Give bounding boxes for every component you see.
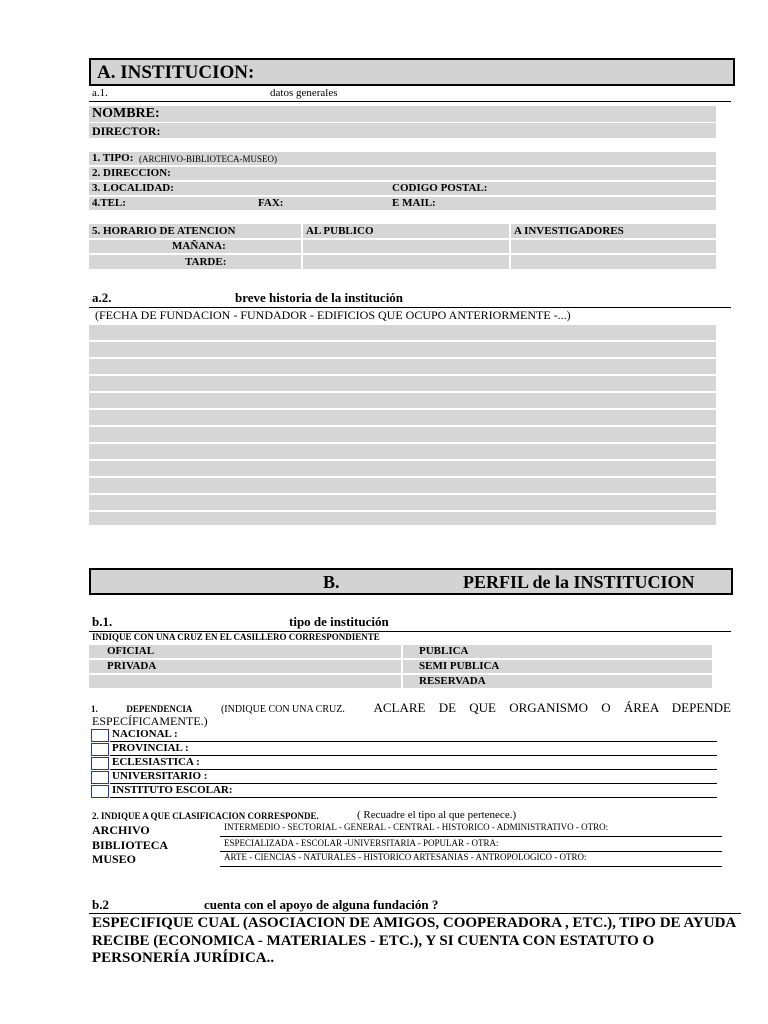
instituto-escolar-checkbox[interactable] <box>91 785 109 798</box>
email-label: E MAIL: <box>392 197 436 209</box>
archivo-label: ARCHIVO <box>92 823 150 837</box>
clasificacion-label: 2. INDIQUE A QUE CLASIFICACION CORRESPONDE. <box>92 811 319 821</box>
a1-rule <box>89 101 731 102</box>
b2-label: cuenta con el apoyo de alguna fundación ? <box>204 897 439 912</box>
codigo-postal-label: CODIGO POSTAL: <box>392 182 488 194</box>
horario-label: 5. HORARIO DE ATENCION <box>92 225 236 237</box>
semi-publica-label: SEMI PUBLICA <box>419 660 500 672</box>
instituto-escolar-label: INSTITUTO ESCOLAR: <box>112 784 233 796</box>
universitario-checkbox[interactable] <box>91 771 109 784</box>
horario-publico-header: AL PUBLICO <box>306 225 374 237</box>
tel-label: 4.TEL: <box>92 197 126 209</box>
dependencia-note-small: (INDIQUE CON UNA CRUZ. <box>220 704 345 715</box>
a1-label: datos generales <box>270 87 338 99</box>
direccion-label: 2. DIRECCION: <box>92 167 171 179</box>
dependencia-note-large: ACLARE DE QUE ORGANISMO O ÁREA DEPENDE <box>373 700 731 715</box>
horario-investigadores-header: A INVESTIGADORES <box>514 225 624 237</box>
oficial-label: OFICIAL <box>107 645 155 657</box>
a2-code: a.2. <box>92 290 112 305</box>
biblioteca-label: BIBLIOTECA <box>92 838 169 852</box>
b1-code: b.1. <box>92 614 113 629</box>
nombre-label: NOMBRE: <box>92 106 160 121</box>
eclesiastica-label: ECLESIASTICA : <box>112 756 200 768</box>
section-b-letter: B. <box>323 572 340 592</box>
privada-label: PRIVADA <box>107 660 157 672</box>
section-a-title: A. INSTITUCION: <box>97 62 255 83</box>
dependencia-label: DEPENDENCIA <box>126 704 193 714</box>
horario-tarde-label: TARDE: <box>185 256 227 268</box>
provincial-checkbox[interactable] <box>91 743 109 756</box>
nacional-line[interactable] <box>110 741 717 742</box>
horario-tarde-row[interactable] <box>89 255 716 269</box>
museo-line <box>220 866 722 867</box>
nacional-label: NACIONAL : <box>112 728 178 740</box>
director-field[interactable] <box>89 123 716 138</box>
b2-code: b.2 <box>92 897 109 912</box>
dependencia-note-line2: ESPECÍFICAMENTE.) <box>92 714 208 728</box>
director-label: DIRECTOR: <box>92 124 161 138</box>
horario-col-sep-2 <box>509 224 511 270</box>
nombre-field[interactable] <box>89 106 716 122</box>
clasificacion-note: ( Recuadre el tipo al que pertenece.) <box>357 809 517 821</box>
biblioteca-types[interactable]: ESPECIALIZADA - ESCOLAR -UNIVERSITARIA - POPULAR - OTRA: <box>224 838 499 848</box>
a1-code: a.1. <box>92 87 108 99</box>
b1-instruction: INDIQUE CON UNA CRUZ EN EL CASILLERO CORRESPONDIENTE <box>92 632 380 642</box>
a2-note: (FECHA DE FUNDACION - FUNDADOR - EDIFICIOS QUE OCUPO ANTERIORMENTE -...) <box>95 308 571 322</box>
localidad-label: 3. LOCALIDAD: <box>92 182 174 194</box>
a2-label: breve historia de la institución <box>235 290 404 305</box>
b2-rule <box>89 913 741 914</box>
tipo-label: 1. TIPO: <box>92 152 134 164</box>
section-a-header <box>89 58 735 86</box>
archivo-types[interactable]: INTERMEDIO - SECTORIAL - GENERAL - CENTRAL - HISTORICO - ADMINISTRATIVO - OTRO: <box>224 822 609 832</box>
archivo-line <box>220 836 722 837</box>
reservada-label: RESERVADA <box>419 675 486 687</box>
tipo-note: (ARCHIVO-BIBLIOTECA-MUSEO) <box>139 154 277 164</box>
museo-label: MUSEO <box>92 852 137 866</box>
nacional-checkbox[interactable] <box>91 729 109 742</box>
historia-textarea[interactable] <box>89 325 716 525</box>
fax-label: FAX: <box>258 197 284 209</box>
direccion-field[interactable] <box>89 167 716 180</box>
b2-text: ESPECIFIQUE CUAL (ASOCIACION DE AMIGOS, COOPERADORA , ETC.), TIPO DE AYUDA RECIBE (ECONOMICA - MATERIALES - ETC.), Y SI CUENTA CON ESTATUTO O PERSONERÍA JURÍDICA.. <box>92 915 736 966</box>
horario-col-sep-1 <box>301 224 303 270</box>
universitario-label: UNIVERSITARIO : <box>112 770 208 782</box>
provincial-line[interactable] <box>110 755 717 756</box>
horario-manana-label: MAÑANA: <box>172 240 226 252</box>
b1-label: tipo de institución <box>289 614 389 629</box>
section-b-title: PERFIL de la INSTITUCION <box>463 572 695 592</box>
instituto-escolar-line[interactable] <box>110 797 717 798</box>
publica-label: PUBLICA <box>419 645 469 657</box>
dependencia-num: 1. <box>91 704 98 714</box>
provincial-label: PROVINCIAL : <box>112 742 189 754</box>
museo-types[interactable]: ARTE - CIENCIAS - NATURALES - HISTORICO ARTESANIAS - ANTROPOLOGICO - OTRO: <box>224 852 587 862</box>
eclesiastica-checkbox[interactable] <box>91 757 109 770</box>
tipo-institucion-col-sep <box>401 645 403 689</box>
section-b-header <box>89 568 733 595</box>
